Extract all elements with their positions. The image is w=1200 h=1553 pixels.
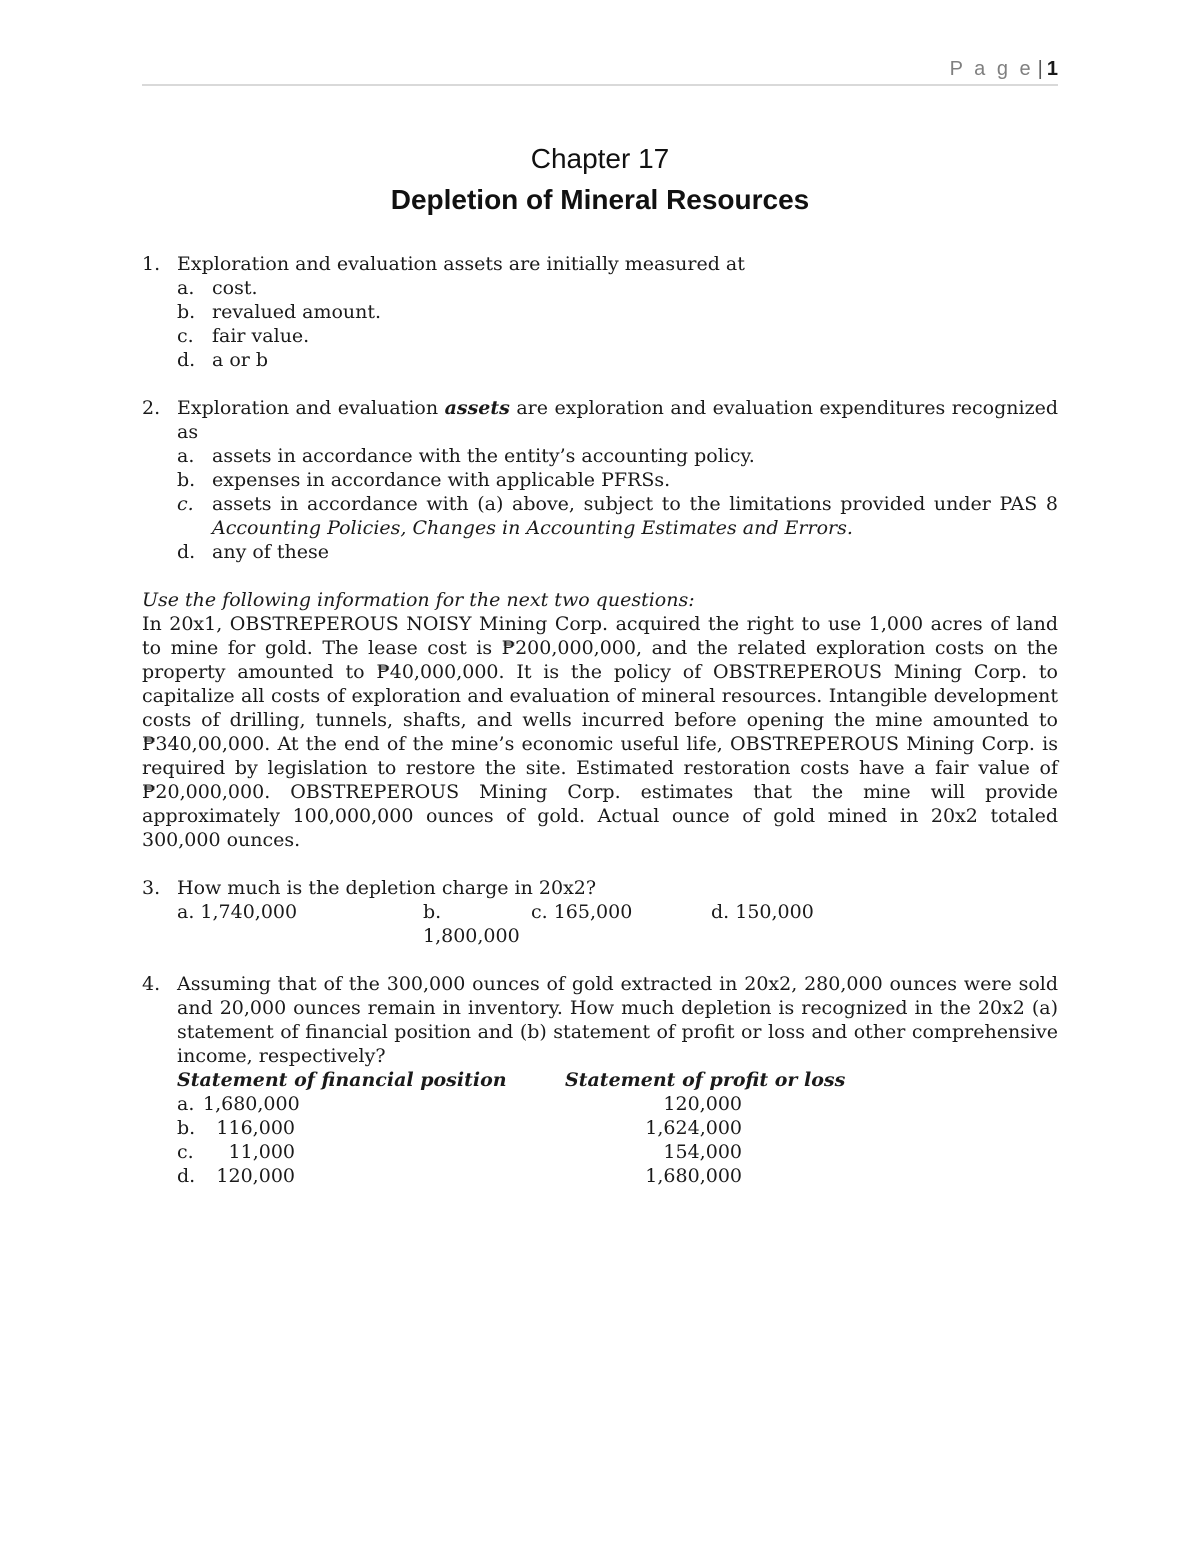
answer-row-d — [177, 1164, 1058, 1188]
question-number: 1. — [142, 253, 161, 275]
option-text: expenses in accordance with applicable PFRSs. — [212, 469, 671, 491]
stem-text: Exploration and evaluation — [177, 397, 445, 419]
document-body — [142, 252, 1058, 1212]
column-header-sfp: Statement of financial position — [177, 1069, 507, 1091]
question-4 — [142, 972, 1058, 1188]
option-text: fair value. — [212, 325, 310, 347]
option-b — [177, 300, 1058, 324]
column-header-spl: Statement of profit or loss — [565, 1069, 846, 1091]
chapter-title: Chapter 17 — [530, 143, 670, 174]
option-b: b. 1,800,000 — [423, 901, 520, 947]
option-text: cost. — [212, 277, 258, 299]
answer-row-a — [177, 1092, 1058, 1116]
option-text: a or b — [212, 349, 269, 371]
question-stem: Assuming that of the 300,000 ounces of gold extracted in 20x2, 280,000 ounces were sold and 20,000 ounces remain in inventory. How much depletion is recognized in the 20x2 (a) statement of financial position and (b) statement of profit or loss and other comprehensive income, respectively? — [177, 973, 1058, 1067]
option-letter: b. — [177, 1117, 196, 1139]
option-a — [177, 276, 1058, 300]
option-text: any of these — [212, 541, 329, 563]
question-number: 4. — [142, 973, 161, 995]
case-text: In 20x1, OBSTREPEROUS NOISY Mining Corp. acquired the right to use 1,000 acres of land to mine for gold. The lease cost is ₱200,000,000, and the related exploration costs on the property amounted to ₱40,000,000. It is the policy of OBSTREPEROUS Mining Corp. to capitalize all costs of exploration and evaluation of mineral resources. Intangible development costs of drilling, tunnels, shafts, and wells incurred before opening the mine amounted to ₱340,00,000. At the end of the mine’s economic useful life, OBSTREPEROUS Mining Corp. is required by legislation to restore the site. Estimated restoration costs have a fair value of ₱20,000,000. OBSTREPEROUS Mining Corp. estimates that the mine will provide approximately 100,000,000 ounces of gold. Actual ounce of gold mined in 20x2 totaled 300,000 ounces. — [142, 613, 1058, 851]
answer-table-header — [177, 1068, 1058, 1092]
option-letter: d. — [177, 541, 196, 563]
option-d: d. 150,000 — [711, 901, 814, 923]
option-letter: d. — [177, 349, 196, 371]
page-indicator — [950, 58, 1058, 81]
option-b — [177, 468, 1058, 492]
page-header — [142, 56, 1058, 86]
case-heading: Use the following information for the next two questions: — [142, 589, 695, 611]
option-c: c. 165,000 — [531, 901, 633, 923]
question-stem: Exploration and evaluation assets are initially measured at — [177, 253, 745, 275]
sfp-value: 1,680,000 — [203, 1093, 300, 1115]
option-c — [177, 492, 1058, 540]
option-letter: c. — [177, 493, 194, 515]
question-stem: How much is the depletion charge in 20x2? — [177, 877, 597, 899]
spl-value: 154,000 — [663, 1141, 742, 1163]
answer-row-c — [177, 1140, 1058, 1164]
option-text: assets in accordance with (a) above, subject to the limitations provided under PAS 8 — [212, 493, 1058, 515]
page-label: P a g e — [949, 58, 1034, 80]
question-2 — [142, 396, 1058, 564]
option-d — [177, 348, 1058, 372]
option-d — [177, 540, 1058, 564]
option-letter: b. — [177, 469, 196, 491]
option-letter: b. — [177, 301, 196, 323]
option-letter: a. — [177, 1093, 195, 1115]
question-1 — [142, 252, 1058, 372]
option-a: a. 1,740,000 — [177, 901, 298, 923]
option-letter: c. — [177, 1141, 194, 1163]
option-a — [177, 444, 1058, 468]
answer-row-b — [177, 1116, 1058, 1140]
sfp-value: 120,000 — [216, 1165, 295, 1187]
option-text-emphasis: Accounting Policies, Changes in Accounting Estimates and Errors. — [212, 517, 853, 539]
spl-value: 1,680,000 — [645, 1165, 742, 1187]
sfp-value: 116,000 — [216, 1117, 295, 1139]
stem-emphasis: assets — [444, 397, 510, 419]
question-number: 3. — [142, 877, 161, 899]
options-row — [177, 900, 1058, 948]
option-c — [177, 324, 1058, 348]
option-text: revalued amount. — [212, 301, 382, 323]
question-stem — [177, 396, 1058, 444]
option-letter: a. — [177, 277, 195, 299]
option-letter: c. — [177, 325, 194, 347]
question-3 — [142, 876, 1058, 948]
question-number: 2. — [142, 397, 161, 419]
sfp-value: 11,000 — [228, 1141, 295, 1163]
stem-text: are exploration and evaluation expenditures recognized as — [177, 397, 1058, 443]
chapter-subtitle: Depletion of Mineral Resources — [390, 184, 810, 215]
option-letter: d. — [177, 1165, 196, 1187]
option-text: assets in accordance with the entity’s accounting policy. — [212, 445, 755, 467]
page-separator: | — [1037, 58, 1043, 80]
case-information — [142, 588, 1058, 852]
option-letter: a. — [177, 445, 195, 467]
spl-value: 120,000 — [663, 1093, 742, 1115]
spl-value: 1,624,000 — [645, 1117, 742, 1139]
page-number: 1 — [1046, 58, 1058, 80]
